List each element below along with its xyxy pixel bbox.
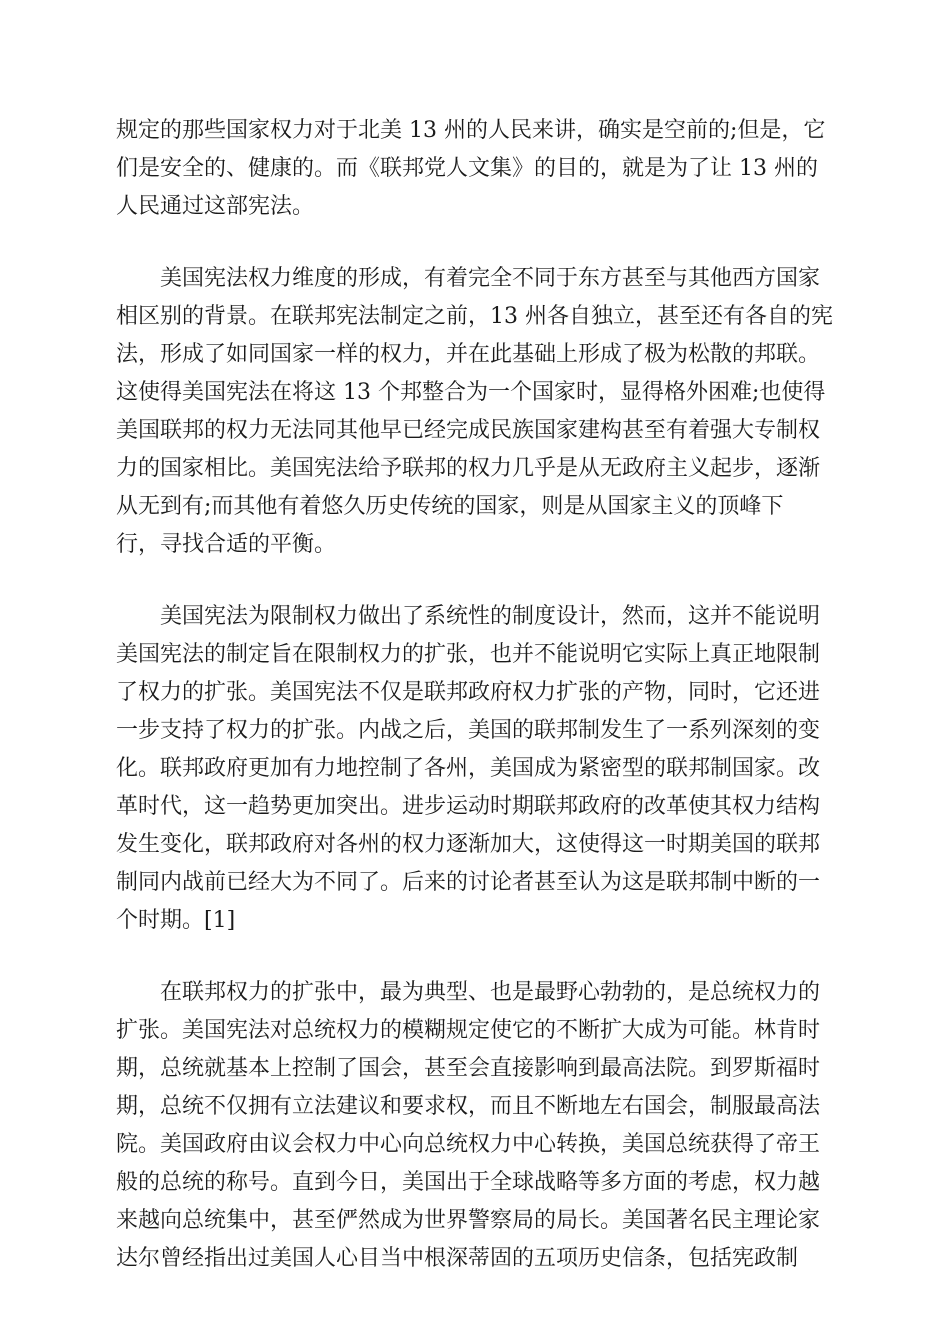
text-line: 院。美国政府由议会权力中心向总统权力中心转换，美国总统获得了帝王 xyxy=(116,1132,821,1157)
paragraph-4 xyxy=(116,974,836,1278)
paragraph-3 xyxy=(116,598,836,940)
text-line: 们是安全的、健康的。而《联邦党人文集》的目的，就是为了让 13 州的 xyxy=(116,156,818,181)
text-line: 力的国家相比。美国宪法给予联邦的权力几乎是从无政府主义起步，逐渐 xyxy=(116,456,821,481)
text-line: 美国联邦的权力无法同其他早已经完成民族国家建构甚至有着强大专制权 xyxy=(116,418,821,443)
text-line: 了权力的扩张。美国宪法不仅是联邦政府权力扩张的产物，同时，它还进 xyxy=(116,680,821,705)
paragraph-1 xyxy=(116,112,836,226)
text-line: 法，形成了如同国家一样的权力，并在此基础上形成了极为松散的邦联。 xyxy=(116,342,821,367)
text-line: 人民通过这部宪法。 xyxy=(116,194,315,219)
text-line: 期，总统就基本上控制了国会，甚至会直接影响到最高法院。到罗斯福时 xyxy=(116,1056,821,1081)
document-body xyxy=(116,112,836,1278)
text-line: 在联邦权力的扩张中，最为典型、也是最野心勃勃的，是总统权力的 xyxy=(160,980,821,1005)
text-line: 发生变化，联邦政府对各州的权力逐渐加大，这使得这一时期美国的联邦 xyxy=(116,832,821,857)
text-line: 扩张。美国宪法对总统权力的模糊规定使它的不断扩大成为可能。林肯时 xyxy=(116,1018,821,1043)
text-line: 达尔曾经指出过美国人心目当中根深蒂固的五项历史信条，包括宪政制 xyxy=(116,1246,799,1271)
text-line: 美国宪法权力维度的形成，有着完全不同于东方甚至与其他西方国家 xyxy=(160,266,821,291)
paragraph-spacer xyxy=(116,940,836,974)
paragraph-spacer xyxy=(116,226,836,260)
text-line: 相区别的背景。在联邦宪法制定之前，13 州各自独立，甚至还有各自的宪 xyxy=(116,304,833,329)
text-line: 从无到有;而其他有着悠久历史传统的国家，则是从国家主义的顶峰下 xyxy=(116,494,784,519)
text-line: 个时期。[1] xyxy=(116,908,236,933)
text-line: 规定的那些国家权力对于北美 13 州的人民来讲，确实是空前的;但是，它 xyxy=(116,118,826,143)
text-line: 一步支持了权力的扩张。内战之后，美国的联邦制发生了一系列深刻的变 xyxy=(116,718,821,743)
text-line: 制同内战前已经大为不同了。后来的讨论者甚至认为这是联邦制中断的一 xyxy=(116,870,821,895)
paragraph-2 xyxy=(116,260,836,564)
text-line: 行，寻找合适的平衡。 xyxy=(116,532,337,557)
text-line: 来越向总统集中，甚至俨然成为世界警察局的局长。美国著名民主理论家 xyxy=(116,1208,821,1233)
text-line: 美国宪法的制定旨在限制权力的扩张，也并不能说明它实际上真正地限制 xyxy=(116,642,821,667)
paragraph-spacer xyxy=(116,564,836,598)
text-line: 期，总统不仅拥有立法建议和要求权，而且不断地左右国会，制服最高法 xyxy=(116,1094,821,1119)
text-line: 这使得美国宪法在将这 13 个邦整合为一个国家时，显得格外困难;也使得 xyxy=(116,380,826,405)
text-line: 化。联邦政府更加有力地控制了各州，美国成为紧密型的联邦制国家。改 xyxy=(116,756,821,781)
text-line: 美国宪法为限制权力做出了系统性的制度设计，然而，这并不能说明 xyxy=(160,604,821,629)
text-line: 革时代，这一趋势更加突出。进步运动时期联邦政府的改革使其权力结构 xyxy=(116,794,821,819)
text-line: 般的总统的称号。直到今日，美国出于全球战略等多方面的考虑，权力越 xyxy=(116,1170,821,1195)
